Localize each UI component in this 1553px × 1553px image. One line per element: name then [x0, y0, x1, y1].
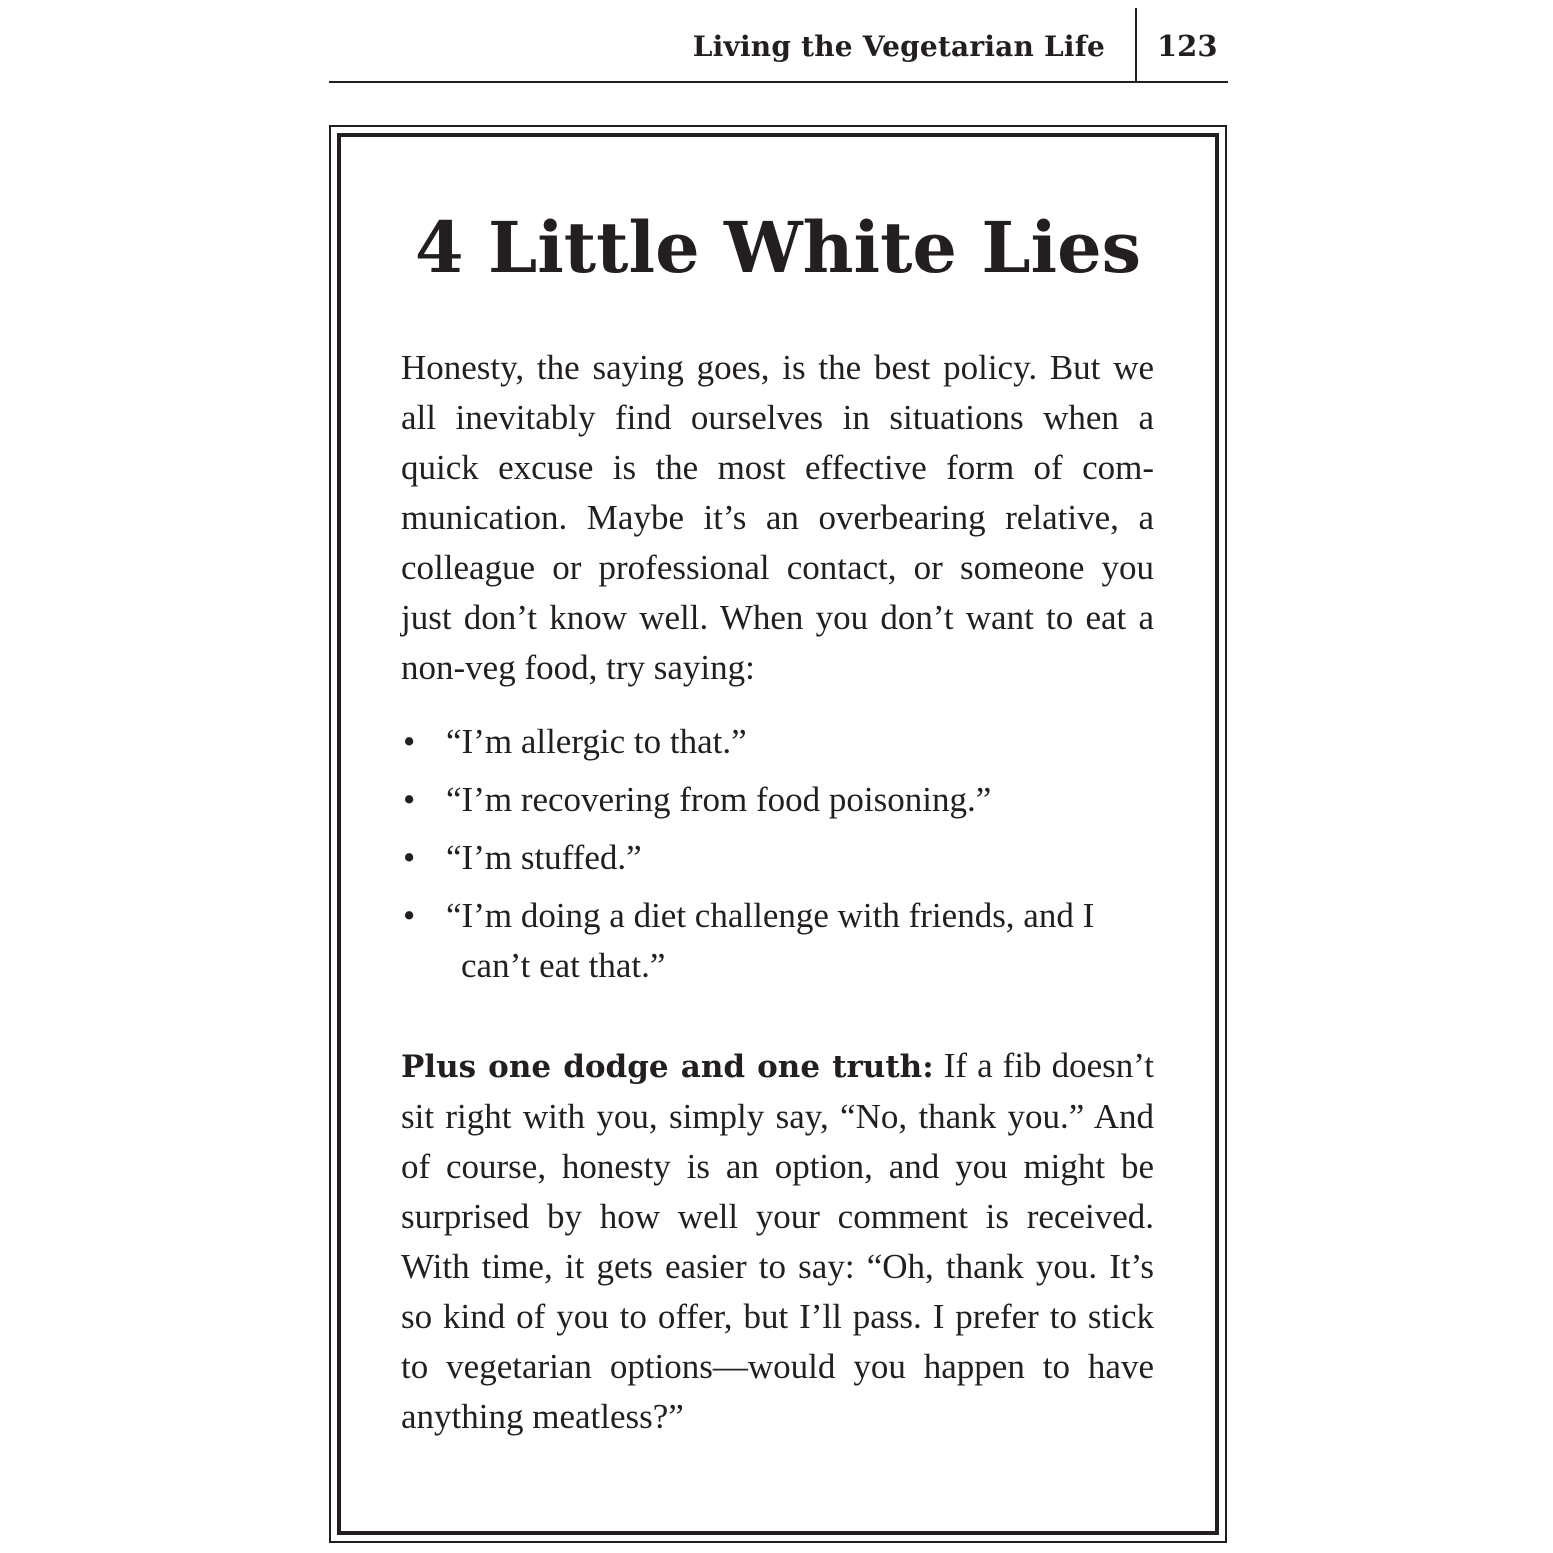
closing-text: If a fib doesn’t sit right with you, simply say, “No, thank you.” And of course, honesty is an option, and you might be surprised by how well your comment is received. With time, it gets easier to say: “Oh, thank you. It’s so kind of you to offer, but I’ll pass. I prefer to stick to vegetarian options—would you happen to have anything meatless?”: [401, 1046, 1154, 1436]
bullet-icon: •: [403, 838, 416, 877]
sidebar-box: [329, 125, 1227, 1543]
list-item: [401, 833, 1154, 883]
list-item: [401, 717, 1154, 767]
sidebar-body: [401, 343, 1154, 1442]
list-item-text: “I’m stuffed.”: [446, 838, 642, 877]
excuse-list: [401, 717, 1154, 991]
header-divider: [1135, 8, 1137, 82]
sidebar-title: 4 Little White Lies: [414, 206, 1142, 289]
list-item-text: “I’m recovering from food poisoning.”: [446, 780, 992, 819]
running-title: Living the Vegetarian Life: [692, 30, 1105, 63]
list-item: [401, 775, 1154, 825]
page-number: 123: [1157, 29, 1218, 63]
list-item: [401, 891, 1154, 991]
bullet-icon: •: [403, 780, 416, 819]
bullet-icon: •: [403, 896, 416, 935]
closing-lead: Plus one dodge and one truth:: [401, 1049, 934, 1085]
closing-paragraph: [401, 1041, 1154, 1442]
running-head: [329, 0, 1228, 83]
sidebar-inner-frame: [337, 133, 1219, 1535]
list-item-text: “I’m allergic to that.”: [446, 722, 747, 761]
list-item-text: “I’m doing a diet challenge with friends, and I can’t eat that.”: [446, 896, 1095, 985]
bullet-icon: •: [403, 722, 416, 761]
intro-paragraph: Honesty, the saying goes, is the best policy. But we all inevitably find ourselves in situations when a quick excuse is the most effective form of communication. Maybe it’s an overbearing relative, a colleague or professional contact, or someone you just don’t know well. When you don’t want to eat a non-veg food, try saying:: [401, 348, 1154, 687]
